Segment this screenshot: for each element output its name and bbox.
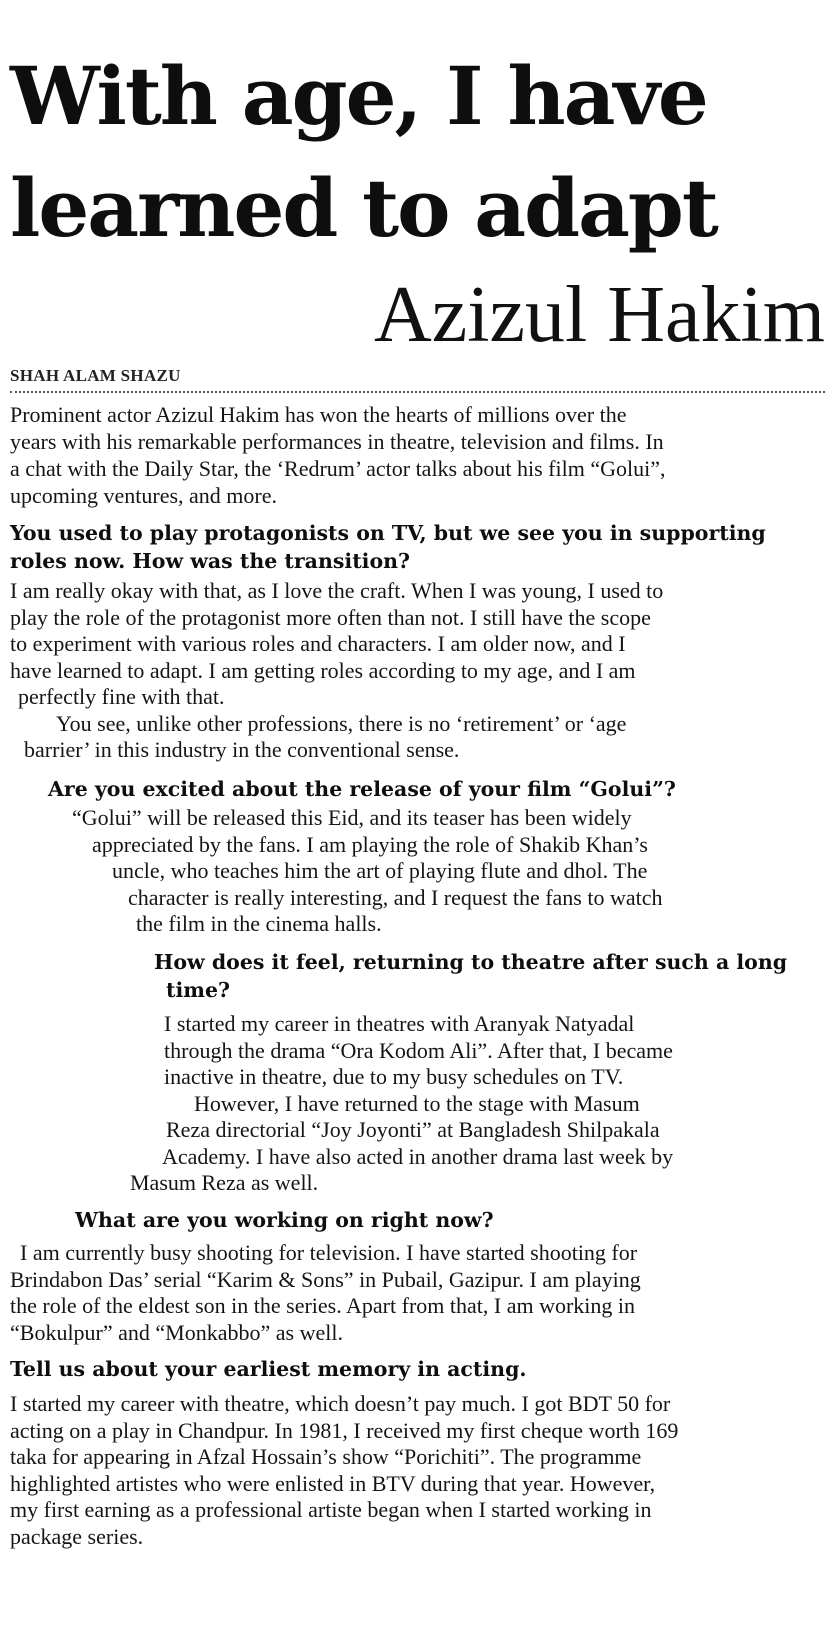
answer-line: I started my career with theatre, which doesn’t pay much. I got BDT 50 for xyxy=(10,1391,671,1416)
question-line: roles now. How was the transition? xyxy=(10,549,411,573)
interviewee-name: Azizul Hakim xyxy=(374,271,825,359)
answer-line: to experiment with various roles and characters. I am older now, and I xyxy=(10,631,626,656)
answer-1 xyxy=(10,578,663,764)
answer-line: the role of the eldest son in the series. Apart from that, I am working in xyxy=(10,1293,636,1318)
answer-line: “Golui” will be released this Eid, and its teaser has been widely xyxy=(72,805,632,830)
answer-line: Masum Reza as well. xyxy=(130,1170,319,1195)
intro-line: upcoming ventures, and more. xyxy=(10,483,277,508)
answer-line: highlighted artistes who were enlisted in BTV during that year. However, xyxy=(10,1470,656,1496)
answer-line: Reza directorial “Joy Joyonti” at Bangladesh Shilpakala xyxy=(166,1117,660,1142)
answer-line: inactive in theatre, due to my busy schedules on TV. xyxy=(164,1064,624,1089)
intro-line: Prominent actor Azizul Hakim has won the hearts of millions over the xyxy=(10,402,627,427)
dotted-divider xyxy=(10,391,825,393)
intro-paragraph xyxy=(10,401,665,509)
question-2 xyxy=(48,775,676,803)
question-line: What are you working on right now? xyxy=(75,1208,494,1232)
answer-line: character is really interesting, and I request the fans to watch xyxy=(128,884,663,910)
question-line: Are you excited about the release of your film “Golui”? xyxy=(48,777,676,801)
question-line: You used to play protagonists on TV, but we see you in supporting xyxy=(10,521,766,545)
byline: SHAH ALAM SHAZU xyxy=(10,366,181,385)
answer-line: I am really okay with that, as I love the craft. When I was young, I used to xyxy=(10,578,664,603)
answer-line: “Bokulpur” and “Monkabbo” as well. xyxy=(10,1319,343,1345)
answer-3 xyxy=(130,1011,673,1197)
answer-line: uncle, who teaches him the art of playing flute and dhol. The xyxy=(112,858,648,883)
answer-line: acting on a play in Chandpur. In 1981, I received my first cheque worth 169 xyxy=(10,1417,679,1443)
question-line: time? xyxy=(166,978,231,1002)
answer-line: perfectly fine with that. xyxy=(18,684,225,709)
intro-line: a chat with the Daily Star, the ‘Redrum’ actor talks about his film “Golui”, xyxy=(10,456,666,481)
answer-line: appreciated by the fans. I am playing the role of Shakib Khan’s xyxy=(92,831,648,857)
question-4 xyxy=(75,1206,494,1234)
answer-line: the film in the cinema halls. xyxy=(136,911,382,936)
question-1 xyxy=(10,519,766,575)
headline-line-2: learned to adapt xyxy=(10,161,717,255)
answer-line: have learned to adapt. I am getting roles according to my age, and I am xyxy=(10,657,636,683)
question-5 xyxy=(10,1355,527,1383)
question-3 xyxy=(154,948,787,1004)
headline-line-1: With age, I have xyxy=(10,49,707,143)
answer-line: You see, unlike other professions, there is no ‘retirement’ or ‘age xyxy=(56,710,627,736)
answer-2 xyxy=(72,805,663,938)
answer-5 xyxy=(10,1391,678,1550)
answer-line: However, I have returned to the stage with Masum xyxy=(194,1090,640,1116)
answer-line: I am currently busy shooting for television. I have started shooting for xyxy=(20,1240,638,1265)
answer-line: Academy. I have also acted in another drama last week by xyxy=(162,1143,674,1169)
answer-line: package series. xyxy=(10,1523,144,1549)
question-line: Tell us about your earliest memory in acting. xyxy=(10,1357,527,1381)
answer-line: my first earning as a professional artiste began when I started working in xyxy=(10,1497,652,1522)
answer-line: play the role of the protagonist more often than not. I still have the scope xyxy=(10,604,651,630)
headline xyxy=(10,40,717,264)
answer-line: Brindabon Das’ serial “Karim & Sons” in Pubail, Gazipur. I am playing xyxy=(10,1266,641,1292)
answer-line: through the drama “Ora Kodom Ali”. After that, I became xyxy=(164,1037,673,1063)
answer-line: I started my career in theatres with Aranyak Natyadal xyxy=(164,1011,635,1036)
answer-line: barrier’ in this industry in the conventional sense. xyxy=(24,737,460,762)
answer-4 xyxy=(10,1240,641,1346)
answer-line: taka for appearing in Afzal Hossain’s show “Porichiti”. The programme xyxy=(10,1444,642,1469)
question-line: How does it feel, returning to theatre after such a long xyxy=(154,950,788,974)
intro-line: years with his remarkable performances in theatre, television and films. In xyxy=(10,429,664,454)
